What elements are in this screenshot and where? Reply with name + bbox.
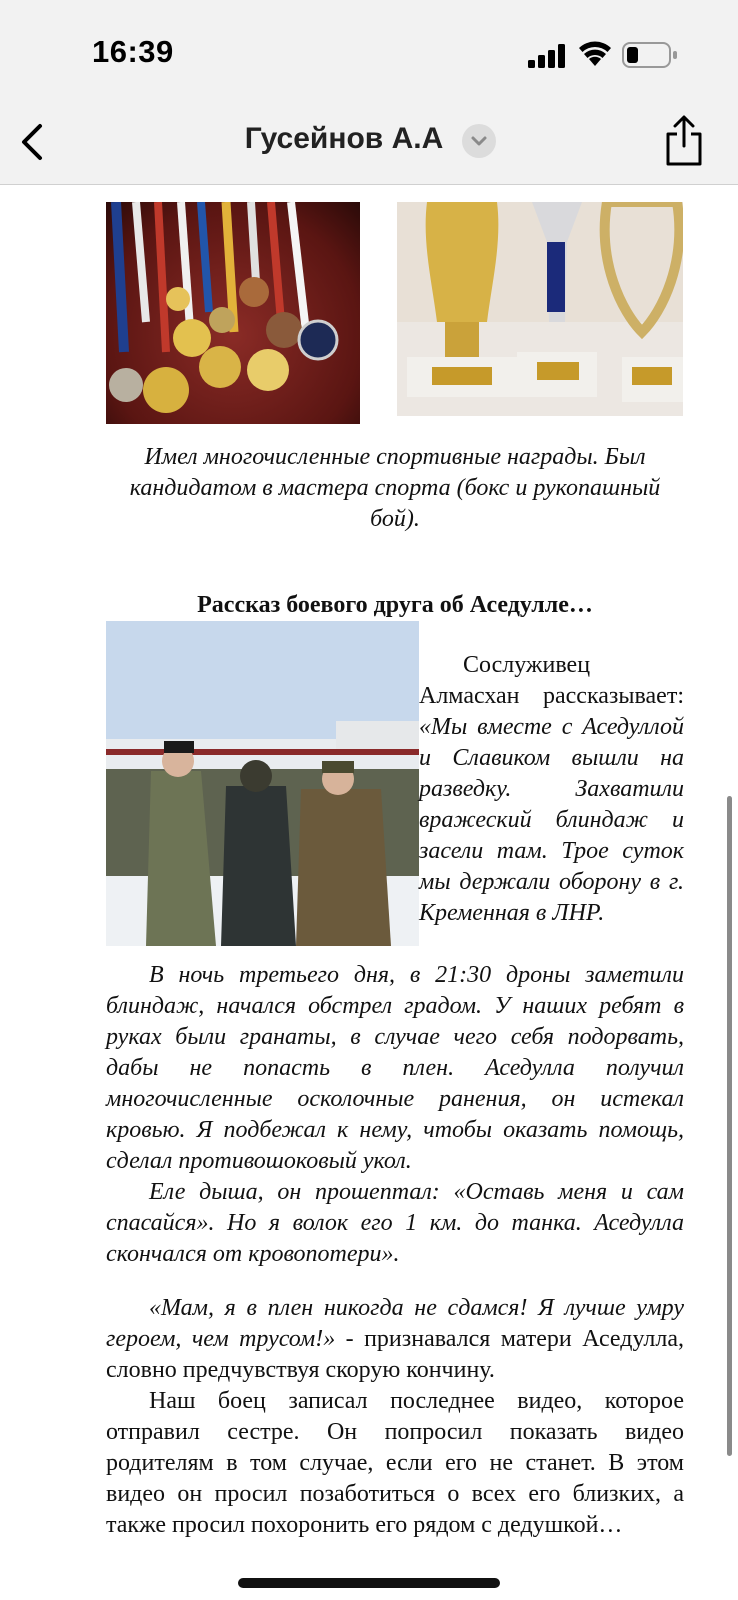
mother-quote-rest: - признавался матери Аседулла, словно предчувствуя скорую кончину. [106, 1326, 684, 1383]
story-block [106, 960, 684, 1270]
side-paragraph-lead: Сослуживец Алмасхан рассказывает: [419, 652, 684, 709]
soldiers-photo [106, 621, 419, 946]
paragraph-mother-quote [106, 1293, 684, 1386]
title-menu-button[interactable] [462, 124, 496, 158]
navigation-bar [0, 100, 738, 185]
wifi-icon [578, 40, 612, 68]
side-paragraph [419, 650, 684, 929]
share-icon[interactable] [663, 114, 705, 168]
scroll-indicator[interactable] [727, 796, 732, 1456]
photo-caption: Имел многочисленные спортивные награды. Был кандидатом в мастера спорта (бокс и рукопашный бой). [129, 444, 661, 532]
closing-block [106, 1293, 684, 1541]
medals-photo [106, 202, 360, 424]
home-indicator[interactable] [238, 1578, 500, 1588]
battery-icon [622, 41, 678, 69]
paragraph-night-attack: В ночь третьего дня, в 21:30 дроны заметили блиндаж, начался обстрел градом. У наших ребят в руках были гранаты, в случае чего себя подорвать, дабы не попасть в плен. Аседулла получил многочисленные осколочные ранения, он истекал кровью. Я подбежал к нему, чтобы оказать помощь, сделал противошоковый укол. [106, 962, 684, 1174]
paragraph-last-video: Наш боец записал последнее видео, которое отправил сестре. Он попросил показать видео родителям в том случае, если его не станет. В этом видео он просил позаботиться о всех его близких, а также просил похоронить его рядом с дедушкой… [106, 1388, 684, 1538]
side-paragraph-quote: «Мы вместе с Аседуллой и Славиком вышли на разведку. Захватили вражеский блиндаж и засели там. Трое суток мы держали оборону в г. Кременная в ЛНР. [419, 714, 684, 926]
cellular-signal-icon [528, 44, 566, 68]
status-time: 16:39 [92, 34, 174, 69]
chevron-down-icon [462, 124, 496, 158]
mother-quote: «Мам, я в плен никогда не сдамся! Я лучше умру героем, чем трусом!» [106, 1295, 684, 1352]
section-heading: Рассказ боевого друга об Аседулле… [197, 592, 593, 618]
status-bar [0, 0, 738, 100]
document-page[interactable] [0, 185, 738, 1600]
document-title[interactable]: Гусейнов А.А [244, 122, 444, 155]
paragraph-last-words: Еле дыша, он прошептал: «Оставь меня и сам спасайся». Но я волок его 1 км. до танка. Аседулла скончался от кровопотери». [106, 1179, 684, 1267]
trophies-photo [397, 202, 683, 416]
